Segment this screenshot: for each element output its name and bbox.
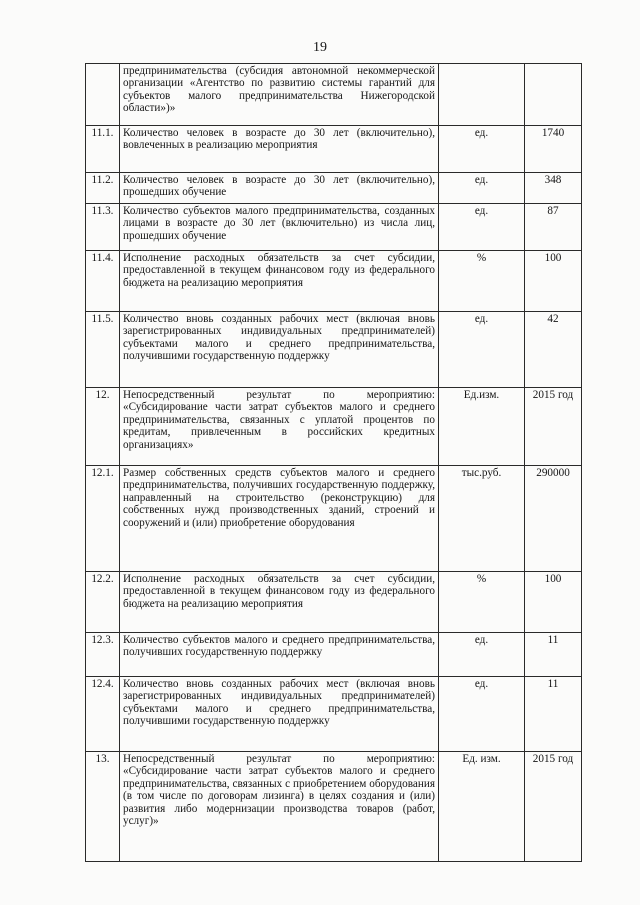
row-value: 348	[525, 173, 582, 204]
row-number: 11.1.	[86, 126, 120, 173]
row-value: 1740	[525, 126, 582, 173]
row-value: 2015 год	[525, 388, 582, 466]
row-description: Размер собственных средств субъектов малого и среднего предпринимательства, получивших государственную поддержку, направленный на строительство (реконструкцию) для собственных нужд производственных зданий, строений и сооружений и (или) приобретение оборудования	[120, 466, 439, 572]
row-number: 12.3.	[86, 633, 120, 677]
row-unit: %	[439, 572, 525, 633]
row-value: 2015 год	[525, 752, 582, 862]
row-value: 87	[525, 204, 582, 251]
row-value: 11	[525, 633, 582, 677]
row-number: 12.2.	[86, 572, 120, 633]
table-row	[86, 633, 582, 677]
row-value: 100	[525, 572, 582, 633]
table-row	[86, 173, 582, 204]
row-unit: Ед. изм.	[439, 752, 525, 862]
row-unit: ед.	[439, 126, 525, 173]
row-number: 11.5.	[86, 312, 120, 388]
row-unit: ед.	[439, 312, 525, 388]
row-value: 100	[525, 251, 582, 312]
row-unit	[439, 64, 525, 126]
row-description: Количество субъектов малого предпринимательства, созданных лицами в возрасте до 30 лет (включительно) из числа лиц, прошедших обучение	[120, 204, 439, 251]
row-description: Количество субъектов малого и среднего предпринимательства, получивших государственную поддержку	[120, 633, 439, 677]
row-description: предпринимательства (субсидия автономной некоммерческой организации «Агентство по развитию системы гарантий для субъектов малого предпринимательства Нижегородской области»)»	[120, 64, 439, 126]
table-row	[86, 572, 582, 633]
row-description: Исполнение расходных обязательств за счет субсидии, предоставленной в текущем финансовом году из федерального бюджета на реализацию мероприятия	[120, 572, 439, 633]
table-row	[86, 251, 582, 312]
row-unit: Ед.изм.	[439, 388, 525, 466]
page-number: 19	[313, 40, 327, 55]
row-description: Количество человек в возрасте до 30 лет (включительно), вовлеченных в реализацию мероприятия	[120, 126, 439, 173]
row-number	[86, 64, 120, 126]
row-unit: ед.	[439, 633, 525, 677]
row-number: 12.	[86, 388, 120, 466]
row-unit: тыс.руб.	[439, 466, 525, 572]
row-number: 11.2.	[86, 173, 120, 204]
table-row	[86, 752, 582, 862]
table-row	[86, 126, 582, 173]
row-description: Количество человек в возрасте до 30 лет (включительно), прошедших обучение	[120, 173, 439, 204]
row-value: 42	[525, 312, 582, 388]
row-value: 11	[525, 677, 582, 752]
row-unit: %	[439, 251, 525, 312]
row-description: Количество вновь созданных рабочих мест (включая вновь зарегистрированных индивидуальных предпринимателей) субъектами малого и среднего предпринимательства, получившими государственную поддержку	[120, 677, 439, 752]
row-number: 11.4.	[86, 251, 120, 312]
indicators-table	[85, 63, 582, 862]
row-description: Непосредственный результат по мероприятию: «Субсидирование части затрат субъектов малого и среднего предпринимательства, связанных с уплатой процентов по кредитам, привлеченным в российских кредитных организациях»	[120, 388, 439, 466]
row-description: Непосредственный результат по мероприятию: «Субсидирование части затрат субъектов малого и среднего предпринимательства, связанных с приобретением оборудования (в том числе по договорам лизинга) в целях создания и (или) развития либо модернизации производства товаров (работ, услуг)»	[120, 752, 439, 862]
row-number: 12.4.	[86, 677, 120, 752]
row-number: 11.3.	[86, 204, 120, 251]
row-value	[525, 64, 582, 126]
table-row	[86, 466, 582, 572]
row-unit: ед.	[439, 204, 525, 251]
table-row	[86, 64, 582, 126]
table-row	[86, 204, 582, 251]
row-unit: ед.	[439, 173, 525, 204]
row-unit: ед.	[439, 677, 525, 752]
row-description: Количество вновь созданных рабочих мест (включая вновь зарегистрированных индивидуальных предпринимателей) субъектами малого и среднего предпринимательства, получившими государственную поддержку	[120, 312, 439, 388]
row-number: 13.	[86, 752, 120, 862]
table-row	[86, 388, 582, 466]
row-number: 12.1.	[86, 466, 120, 572]
table-row	[86, 312, 582, 388]
table-row	[86, 677, 582, 752]
row-description: Исполнение расходных обязательств за счет субсидии, предоставленной в текущем финансовом году из федерального бюджета на реализацию мероприятия	[120, 251, 439, 312]
row-value: 290000	[525, 466, 582, 572]
